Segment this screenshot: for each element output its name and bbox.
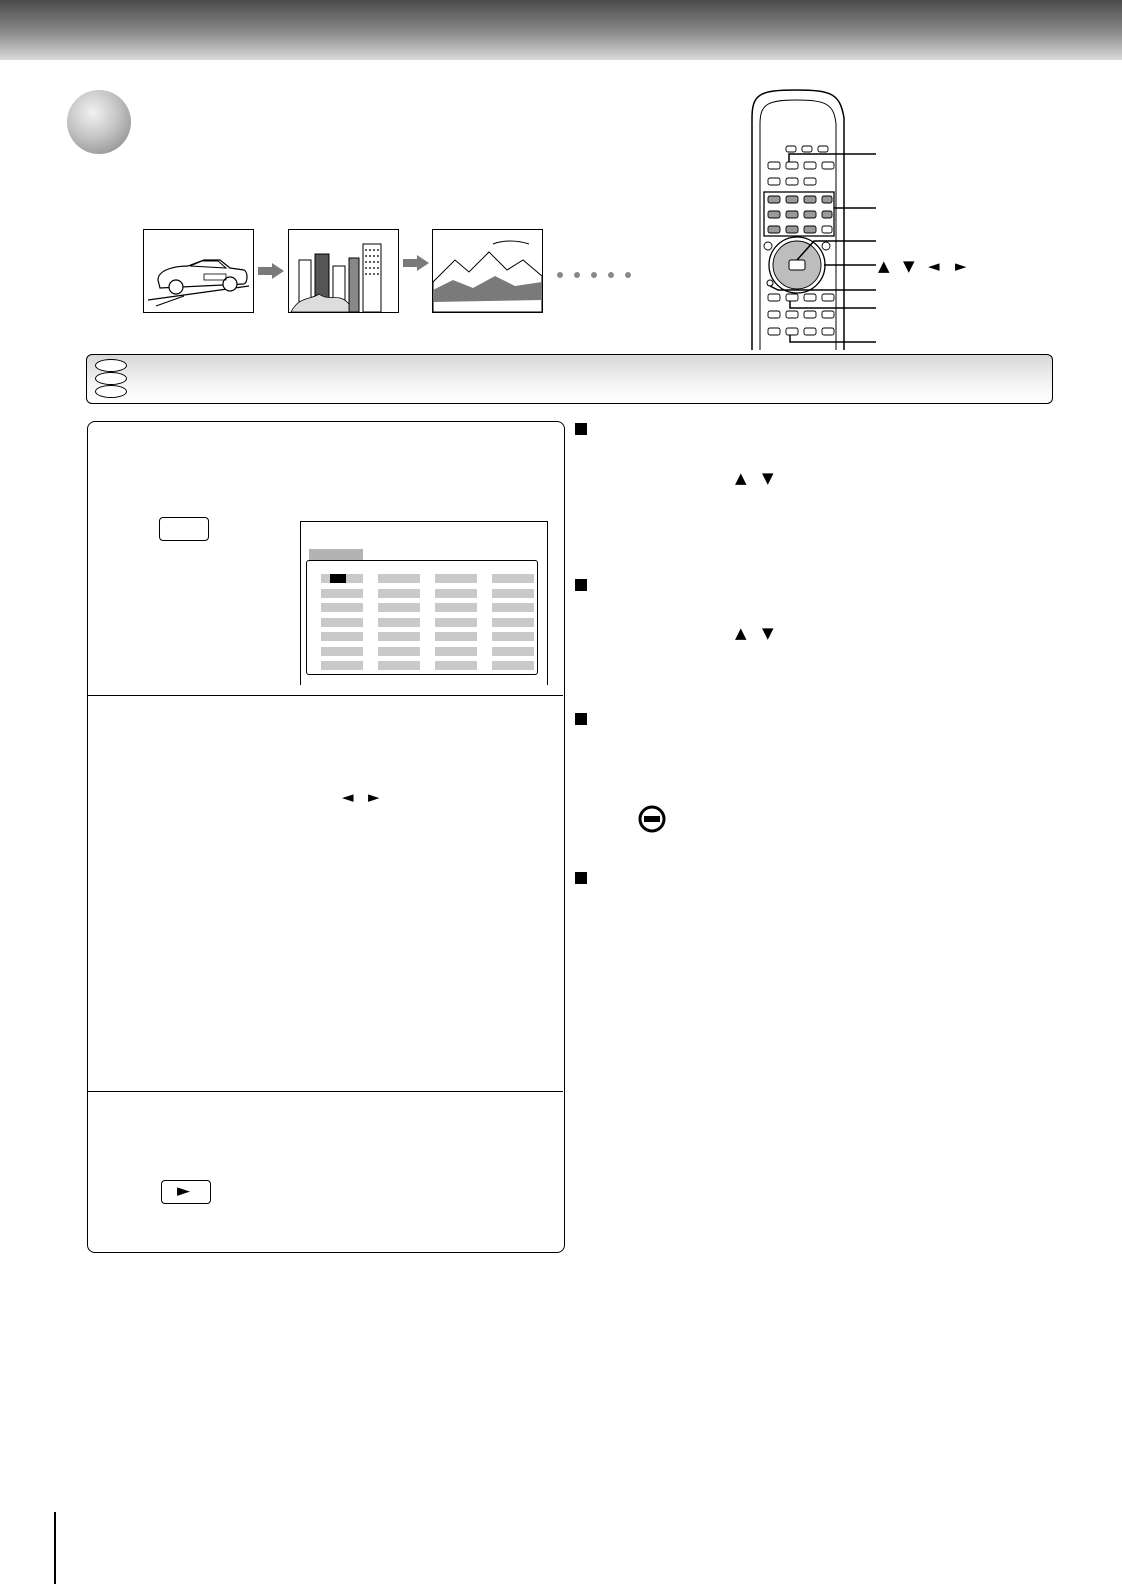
menu-grid-cell <box>435 603 477 612</box>
note-bullet <box>575 423 587 435</box>
disc-type-oval <box>95 359 127 372</box>
menu-grid-cell <box>378 647 420 656</box>
remote-arrow-labels <box>878 259 978 275</box>
menu-grid-cell <box>321 661 363 670</box>
menu-grid-cell <box>321 589 363 598</box>
menu-grid-cell <box>492 574 534 583</box>
continuation-dots <box>556 266 636 284</box>
menu-grid-cell <box>435 618 477 627</box>
up-arrow-icon: ▲ <box>878 257 890 275</box>
menu-grid-cell <box>435 589 477 598</box>
disc-type-oval <box>95 372 127 385</box>
note-bullet <box>575 872 587 884</box>
thumbnail-car <box>143 229 254 313</box>
menu-grid-cell <box>492 618 534 627</box>
down-arrow-icon: ▼ <box>762 469 774 487</box>
menu-grid-cell <box>435 574 477 583</box>
menu-grid-cell <box>321 618 363 627</box>
menu-key-button <box>159 517 209 541</box>
menu-grid-cell <box>492 589 534 598</box>
menu-grid-cell <box>378 603 420 612</box>
menu-grid-cell <box>321 632 363 641</box>
disc-type-oval <box>95 385 127 398</box>
left-arrow-icon: ◄ <box>928 257 940 275</box>
menu-grid-frame <box>306 560 538 675</box>
menu-grid-cell <box>435 661 477 670</box>
menu-grid-cell <box>435 647 477 656</box>
thumbnail-mountain <box>432 229 543 313</box>
step-divider <box>88 1091 563 1092</box>
header-band <box>0 0 1122 60</box>
play-icon: ► <box>177 1181 191 1201</box>
menu-grid-cell <box>492 661 534 670</box>
menu-grid-cell <box>378 589 420 598</box>
left-arrow-icon: ◄ <box>342 788 354 806</box>
thumbnail-city <box>288 229 399 313</box>
disc-compatibility-bar <box>86 354 1053 404</box>
prohibited-icon <box>637 804 667 834</box>
menu-grid-cell <box>492 603 534 612</box>
remote-control-illustration <box>740 88 980 350</box>
menu-grid-cell <box>378 618 420 627</box>
menu-grid-cell <box>378 632 420 641</box>
screen-menu <box>300 521 548 685</box>
page-edge-marker <box>54 1512 56 1584</box>
menu-grid-cell <box>321 603 363 612</box>
menu-grid-cell <box>492 647 534 656</box>
play-key-button <box>161 1180 211 1204</box>
note-bullet <box>575 713 587 725</box>
note-bullet <box>575 579 587 591</box>
down-arrow-icon: ▼ <box>903 257 915 275</box>
menu-grid-cursor <box>330 574 346 583</box>
menu-grid-cell <box>321 647 363 656</box>
right-arrow-icon: ► <box>368 788 380 806</box>
down-arrow-icon: ▼ <box>762 624 774 642</box>
up-arrow-icon: ▲ <box>735 624 747 642</box>
up-arrow-icon: ▲ <box>735 469 747 487</box>
step-divider <box>88 695 563 696</box>
menu-grid-cell <box>321 574 363 583</box>
right-arrow-icon: ► <box>955 257 967 275</box>
menu-grid-cell <box>378 574 420 583</box>
menu-grid-cell <box>492 632 534 641</box>
section-bullet-sphere <box>67 90 131 154</box>
menu-grid-cell <box>435 632 477 641</box>
menu-grid-cell <box>378 661 420 670</box>
